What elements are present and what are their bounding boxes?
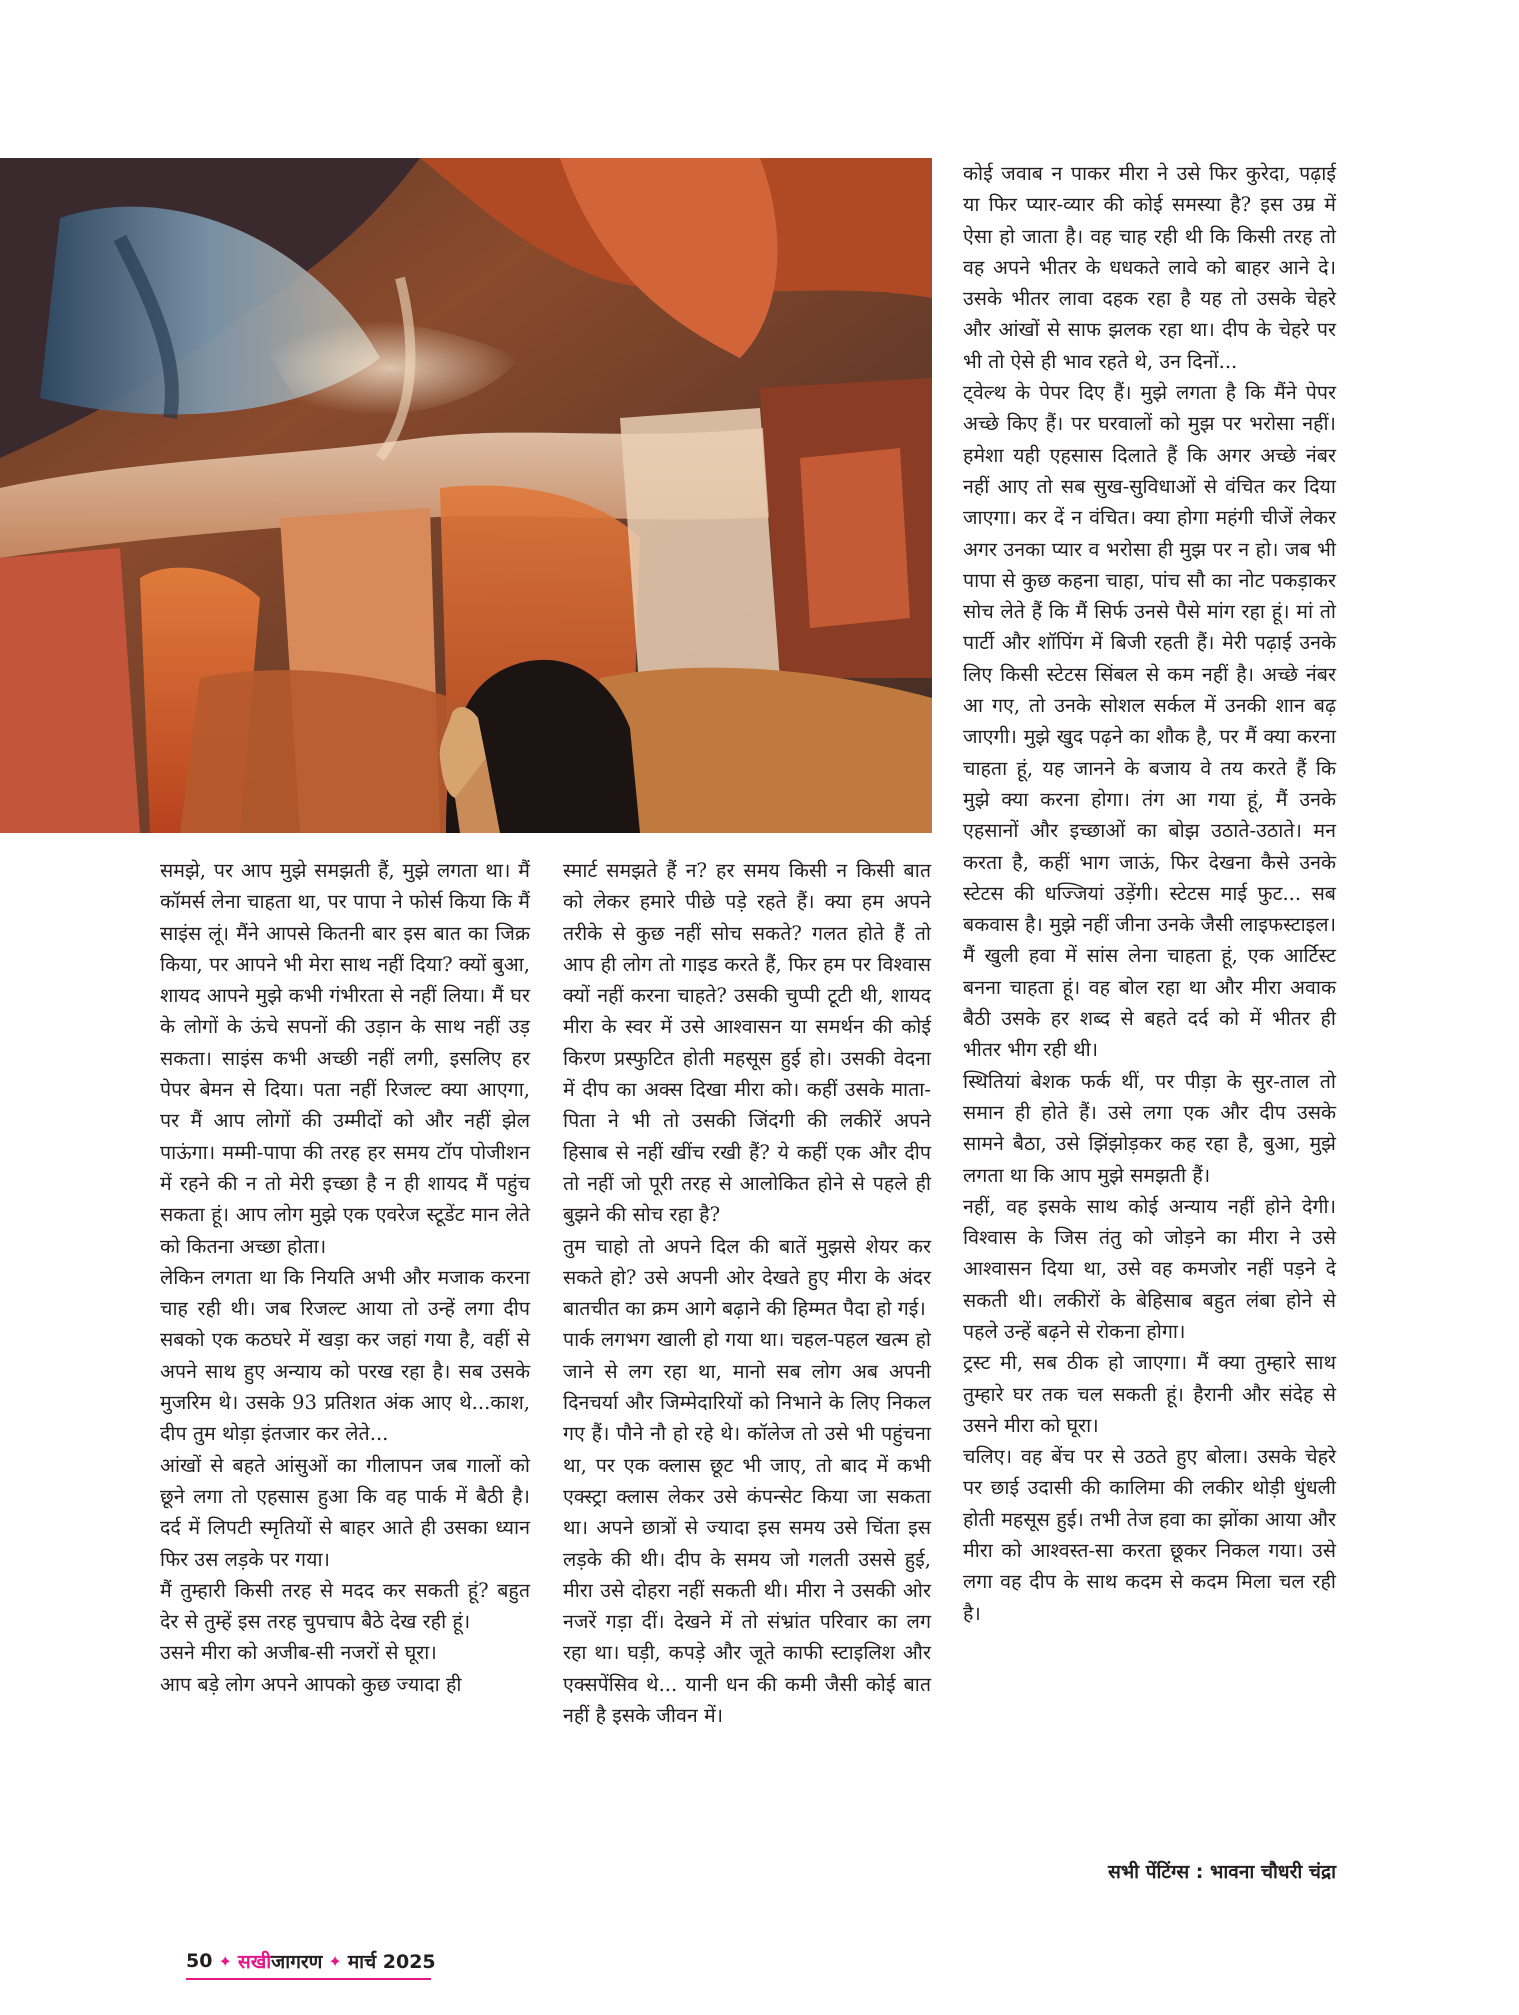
paragraph: तुम चाहो तो अपने दिल की बातें मुझसे शेयर कर सकते हो? उसे अपनी ओर देखते हुए मीरा के अंदर बातचीत का क्रम आगे बढ़ाने की हिम्मत पैदा हो गई। [563,1234,931,1321]
paragraph: आप बड़े लोग अपने आपको कुछ ज्यादा ही [160,1672,462,1696]
article-column-2 [563,855,931,1895]
paragraph: स्थितियां बेशक फर्क थीं, पर पीड़ा के सुर-ताल तो समान ही होते हैं। उसे लगा एक और दीप उसके सामने बैठा, उसे झिंझोड़कर कह रहा है, बुआ, मुझे लगता था कि आप मुझे समझती हैं। [963,1069,1336,1187]
paragraph: नहीं, वह इसके साथ कोई अन्याय नहीं होने देगी। विश्वास के जिस तंतु को जोड़ने का मीरा ने उसे आश्वासन दिया था, उसे वह कमजोर नहीं पड़ने दे सकती थी। लकीरों के बेहिसाब बहुत लंबा होने से पहले उन्हें बढ़ने से रोकना होगा। [963,1194,1336,1343]
paragraph: ट्रस्ट मी, सब ठीक हो जाएगा। मैं क्या तुम्हारे साथ तुम्हारे घर तक चल सकती हूं। हैरानी और संदेह से उसने मीरा को घूरा। [963,1351,1336,1437]
star-icon: ✦ [328,1951,342,1971]
article-column-1 [160,855,530,1895]
paragraph: स्मार्ट समझते हैं न? हर समय किसी न किसी बात को लेकर हमारे पीछे पड़े रहते हैं। क्या हम अपने तरीके से कुछ नहीं सोच सकते? गलत होते हैं तो आप ही लोग तो गाइड करते हैं, फिर हम पर विश्वास क्यों नहीं करना चाहते? उसकी चुप्पी टूटी थी, शायद मीरा के स्वर में उसे आश्वासन या समर्थन की कोई किरण प्रस्फुटित होती महसूस हुई हो। उसकी वेदना में दीप का अक्स दिखा मीरा को। कहीं उसके माता-पिता ने भी तो उसकी जिंदगी की लकीरें अपने हिसाब से नहीं खींच रखी हैं? ये कहीं एक और दीप तो नहीं जो पूरी तरह से आलोकित होने से पहले ही बुझने की सोच रहा है? [563,859,931,1227]
paragraph: लेकिन लगता था कि नियति अभी और मजाक करना चाह रही थी। जब रिजल्ट आया तो उन्हें लगा दीप सबको एक कठघरे में खड़ा कर जहां गया है, वहीं से अपने साथ हुए अन्याय को परख रहा है। सब उसके मुजरिम थे। उसके 93 प्रतिशत अंक आए थे...काश, दीप तुम थोड़ा इंतजार कर लेते... [160,1265,530,1446]
star-icon: ✦ [218,1951,232,1971]
paragraph: चलिए। वह बेंच पर से उठते हुए बोला। उसके चेहरे पर छाई उदासी की कालिमा की लकीर थोड़ी धुंधली होती महसूस हुई। तभी तेज हवा का झोंका आया और मीरा को आश्वस्त-सा करता छूकर निकल गया। उसे लगा वह दीप के साथ कदम से कदम मिला चल रही है। [963,1445,1336,1625]
paragraph: पार्क लगभग खाली हो गया था। चहल-पहल खत्म हो जाने से लग रहा था, मानो सब लोग अब अपनी दिनचर्या और जिम्मेदारियों को निभाने के लिए निकल गए हैं। पौने नौ हो रहे थे। कॉलेज तो उसे भी पहुंचना था, पर एक क्लास छूट भी जाए, तो बाद में कभी एक्स्ट्रा क्लास लेकर उसे कंपन्सेट किया जा सकता था। अपने छात्रों से ज्यादा इस समय उसे चिंता इस लड़के की थी। दीप के समय जो गलती उससे हुई, मीरा उसे दोहरा नहीं सकती थी। मीरा ने उसकी ओर नजरें गड़ा दीं। देखने में तो संभ्रांत परिवार का लग रहा था। घड़ी, कपड़े और जूते काफी स्टाइलिश और एक्सपेंसिव थे... यानी धन की कमी जैसी कोई बात नहीं है इसके जीवन में। [563,1328,931,1728]
paragraph: आंखों से बहते आंसुओं का गीलापन जब गालों को छूने लगा तो एहसास हुआ कि वह पार्क में बैठी है। दर्द में लिपटी स्मृतियों से बाहर आते ही उसका ध्यान फिर उस लड़के पर गया। [160,1453,530,1571]
footer-rule [186,1978,431,1980]
page-footer [186,1946,436,1976]
paragraph: ट्वेल्थ के पेपर दिए हैं। मुझे लगता है कि मैंने पेपर अच्छे किए हैं। पर घरवालों को मुझ पर भरोसा नहीं। हमेशा यही एहसास दिलाते हैं कि अगर अच्छे नंबर नहीं आए तो सब सुख-सुविधाओं से वंचित कर दिया जाएगा। कर दें न वंचित। क्या होगा महंगी चीजें लेकर अगर उनका प्यार व भरोसा ही मुझ पर न हो। जब भी पापा से कुछ कहना चाहा, पांच सौ का नोट पकड़ाकर सोच लेते हैं कि मैं सिर्फ उनसे पैसे मांग रहा हूं। मां तो पार्टी और शॉपिंग में बिजी रहती हैं। मेरी पढ़ाई उनके लिए किसी स्टेटस सिंबल से कम नहीं है। अच्छे नंबर आ गए, तो उनके सोशल सर्कल में उनकी शान बढ़ जाएगी। मुझे खुद पढ़ने का शौक है, पर मैं क्या करना चाहता हूं, यह जानने के बजाय वे तय करते हैं कि मुझे क्या करना होगा। तंग आ गया हूं, मैं उनके एहसानों और इच्छाओं का बोझ उठाते-उठाते। मन करता है, कहीं भाग जाऊं, फिर देखना कैसे उनके स्टेटस की धज्जियां उड़ेंगी। स्टेटस माई फुट... सब बकवास है। मुझे नहीं जीना उनके जैसी लाइफस्टाइल। मैं खुली हवा में सांस लेना चाहता हूं, एक आर्टिस्ट बनना चाहता हूं। वह बोल रहा था और मीरा अवाक बैठी उसके हर शब्द से बहते दर्द को में भीतर ही भीतर भीग रही थी। [963,381,1336,1062]
paragraph: समझे, पर आप मुझे समझती हैं, मुझे लगता था। मैं कॉमर्स लेना चाहता था, पर पापा ने फोर्स किया कि मैं साइंस लूं। मैंने आपसे कितनी बार इस बात का जिक्र किया, पर आपने भी मेरा साथ नहीं दिया? क्यों बुआ, शायद आपने मुझे कभी गंभीरता से नहीं लिया। मैं घर के लोगों के ऊंचे सपनों की उड़ान के साथ नहीं उड़ सकता। साइंस कभी अच्छी नहीं लगी, इसलिए हर पेपर बेमन से दिया। पता नहीं रिजल्ट क्या आएगा, पर मैं आप लोगों की उम्मीदों को और नहीं झेल पाऊंगा। मम्मी-पापा की तरह हर समय टॉप पोजीशन में रहने की न तो मेरी इच्छा है न ही शायद मैं पहुंच सकता हूं। आप लोग मुझे एक एवरेज स्टूडेंट मान लेते को कितना अच्छा होता। [160,859,530,1258]
paragraph: कोई जवाब न पाकर मीरा ने उसे फिर कुरेदा, पढ़ाई या फिर प्यार-व्यार की कोई समस्या है? इस उम्र में ऐसा हो जाता है। वह चाह रही थी कि किसी तरह तो वह अपने भीतर के धधकते लावे को बाहर आने दे। उसके भीतर लावा दहक रहा है यह तो उसके चेहरे और आंखों से साफ झलक रहा था। दीप के चेहरे पर भी तो ऐसे ही भाव रहते थे, उन दिनों... [963,162,1336,373]
painting-image [0,158,932,833]
issue-date: मार्च 2025 [347,1951,436,1973]
magazine-name-jagran: जागरण [271,1951,323,1973]
magazine-name-sakhi: सखी [237,1951,272,1973]
painting-credit: सभी पेंटिंग्स : भावना चौधरी चंद्रा [1107,1861,1336,1883]
paragraph: मैं तुम्हारी किसी तरह से मदद कर सकती हूं? बहुत देर से तुम्हें इस तरह चुपचाप बैठे देख रही हूं। [160,1578,530,1634]
article-column-3 [963,158,1336,1878]
page-number: 50 [186,1950,213,1972]
magazine-name [238,1948,323,1974]
paragraph: उसने मीरा को अजीब-सी नजरों से घूरा। [160,1641,437,1665]
